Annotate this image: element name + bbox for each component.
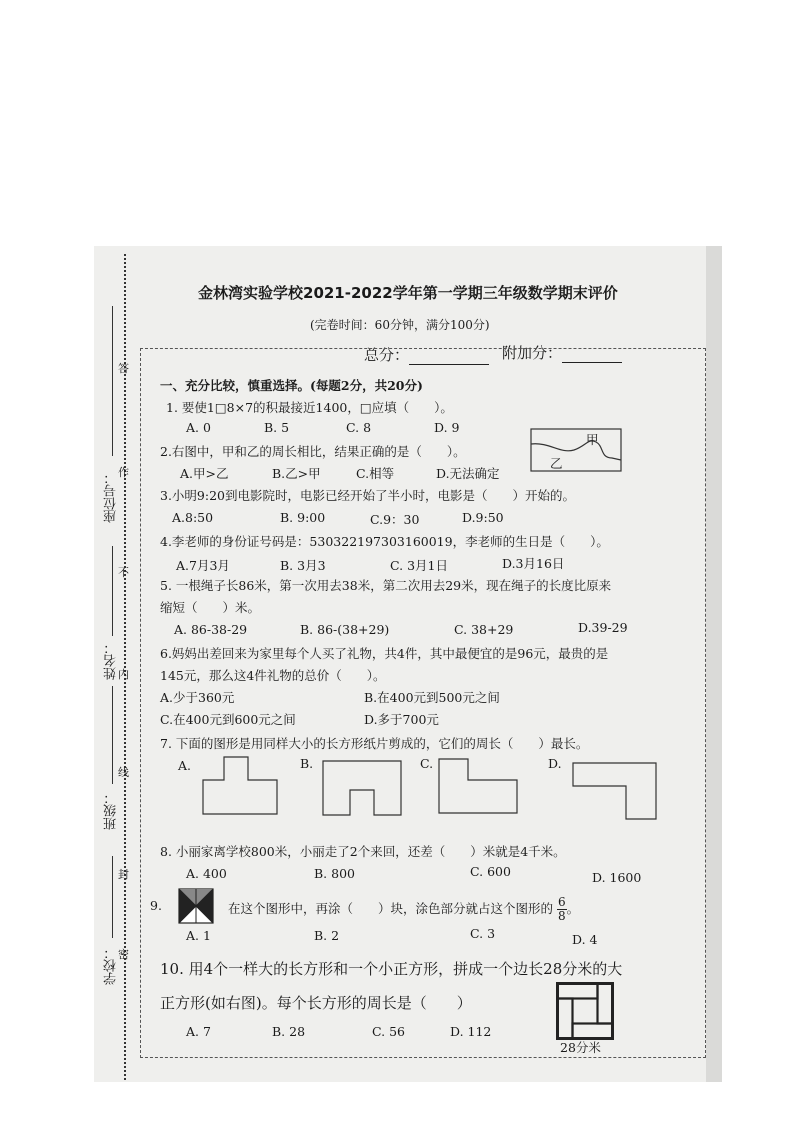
q7-shape-a (202, 756, 278, 820)
q1-option-a[interactable]: A. 0 (186, 420, 211, 435)
q6-option-b[interactable]: B.在400元到500元之间 (364, 690, 500, 705)
q9-option-a[interactable]: A. 1 (186, 928, 211, 943)
q6-option-d[interactable]: D.多于700元 (364, 712, 439, 727)
q4-option-d[interactable]: D.3月16日 (502, 556, 565, 571)
seal-char: 封 (118, 868, 129, 881)
q2-label-yi: 乙 (550, 456, 563, 471)
q2-label-jia: 甲 (586, 432, 599, 447)
q9-number: 9. (150, 898, 162, 913)
q9-option-b[interactable]: B. 2 (314, 928, 340, 943)
q4-stem: 4.李老师的身份证号码是：530322197303160019，李老师的生日是（ ）。 (160, 534, 609, 549)
q8-option-b[interactable]: B. 800 (314, 866, 355, 881)
q8-stem: 8. 小丽家离学校800米，小丽走了2个来回，还差（ ）米就是4千米。 (160, 844, 566, 859)
q7-option-a[interactable]: A. (178, 758, 192, 773)
q7-option-d[interactable]: D. (548, 756, 562, 771)
q7-option-b[interactable]: B. (300, 756, 314, 771)
q6-option-c[interactable]: C.在400元到600元之间 (160, 712, 296, 727)
q7-shape-d (572, 762, 658, 824)
q7-shape-c (438, 758, 518, 818)
total-score-label: 总分： (364, 346, 410, 364)
q3-option-b[interactable]: B. 9:00 (280, 510, 326, 525)
q5-stem-line2: 缩短（ ）米。 (160, 600, 261, 615)
q4-option-b[interactable]: B. 3月3 (280, 558, 326, 573)
q8-option-a[interactable]: A. 400 (186, 866, 227, 881)
q6-option-a[interactable]: A.少于360元 (160, 690, 235, 705)
margin-seat-line (112, 306, 113, 456)
q1-option-b[interactable]: B. 5 (264, 420, 290, 435)
q5-option-d[interactable]: D.39-29 (578, 620, 628, 635)
q10-option-a[interactable]: A. 7 (186, 1024, 211, 1039)
q10-figure-label: 28分米 (560, 1040, 601, 1055)
seal-char: 作 (118, 466, 129, 479)
extra-score-label: 附加分： (502, 344, 563, 362)
q10-option-c[interactable]: C. 56 (372, 1024, 405, 1039)
margin-school-label: 学校： (104, 946, 119, 985)
q5-option-c[interactable]: C. 38+29 (454, 622, 514, 637)
exam-paper (94, 246, 706, 1082)
margin-seat-label: 座位号： (104, 471, 119, 523)
q9-fraction-denominator: 8 (558, 909, 566, 923)
seal-char: 密 (118, 948, 129, 961)
q10-stem-line1: 10. 用4个一样大的长方形和一个小正方形，拼成一个边长28分米的大 (160, 960, 623, 978)
q7-option-c[interactable]: C. (420, 756, 434, 771)
q3-stem: 3.小明9:20到电影院时，电影已经开始了半小时，电影是（ ）开始的。 (160, 488, 575, 503)
q10-stem-line2: 正方形(如右图)。每个长方形的周长是（ ） (160, 994, 472, 1012)
q3-option-d[interactable]: D.9:50 (462, 510, 504, 525)
q5-stem-line1: 5. 一根绳子长86米，第一次用去38米，第二次用去29米，现在绳子的长度比原来 (160, 578, 612, 593)
q2-option-d[interactable]: D.无法确定 (436, 466, 500, 481)
q2-figure (530, 428, 622, 478)
q9-option-c[interactable]: C. 3 (470, 926, 496, 941)
seal-char: 内 (118, 668, 129, 681)
q1-stem: 1. 要使1□8×7的积最接近1400，□应填（ ）。 (166, 400, 453, 415)
q1-option-d[interactable]: D. 9 (434, 420, 460, 435)
q2-stem: 2.右图中，甲和乙的周长相比，结果正确的是（ ）。 (160, 444, 466, 459)
section-heading: 一、充分比较，慎重选择。(每题2分，共20分) (160, 378, 423, 393)
margin-class-line (112, 686, 113, 784)
q7-stem: 7. 下面的图形是用同样大小的长方形纸片剪成的，它们的周长（ ）最长。 (160, 736, 589, 751)
q8-option-d[interactable]: D. 1600 (592, 870, 642, 885)
scanned-exam-photo (94, 246, 722, 1082)
exam-subtitle: (完卷时间：60分钟，满分100分) (310, 318, 490, 332)
q3-option-a[interactable]: A.8:50 (172, 510, 214, 525)
q7-shape-b (322, 760, 402, 820)
q9-stem: 在这个图形中，再涂（ ）块，涂色部分就占这个图形的 (228, 901, 554, 916)
q9-fraction-numerator: 6 (558, 895, 566, 909)
q4-option-c[interactable]: C. 3月1日 (390, 558, 448, 573)
q9-stem-end: 。 (566, 901, 580, 916)
margin-class-label: 班级： (104, 791, 119, 830)
margin-school-line (112, 856, 113, 938)
seal-char: 不 (118, 566, 129, 579)
seal-char: 线 (118, 766, 129, 779)
seal-char: 答 (118, 362, 129, 375)
q2-option-c[interactable]: C.相等 (356, 466, 395, 481)
q9-option-d[interactable]: D. 4 (572, 932, 598, 947)
q8-option-c[interactable]: C. 600 (470, 864, 511, 879)
margin-name-label: 姓名： (104, 641, 119, 680)
q9-fraction (557, 896, 567, 923)
q2-option-a[interactable]: A.甲>乙 (180, 466, 229, 481)
q2-option-b[interactable]: B.乙>甲 (272, 466, 321, 481)
q5-option-b[interactable]: B. 86-(38+29) (300, 622, 390, 637)
exam-title: 金林湾实验学校2021-2022学年第一学期三年级数学期末评价 (198, 284, 618, 302)
q9-figure (178, 888, 214, 928)
q1-option-c[interactable]: C. 8 (346, 420, 372, 435)
q10-option-b[interactable]: B. 28 (272, 1024, 306, 1039)
q10-option-d[interactable]: D. 112 (450, 1024, 492, 1039)
margin-name-line (112, 546, 113, 636)
q3-option-c[interactable]: C.9：30 (370, 512, 420, 527)
q6-stem-line1: 6.妈妈出差回来为家里每个人买了礼物，共4件，其中最便宜的是96元，最贵的是 (160, 646, 609, 661)
q6-stem-line2: 145元，那么这4件礼物的总价（ ）。 (160, 668, 386, 683)
q10-figure (556, 982, 614, 1044)
q5-option-a[interactable]: A. 86-38-29 (174, 622, 248, 637)
q4-option-a[interactable]: A.7月3月 (176, 558, 230, 573)
paper-edge-shadow (706, 246, 722, 1082)
q9-stem-row (228, 896, 579, 923)
